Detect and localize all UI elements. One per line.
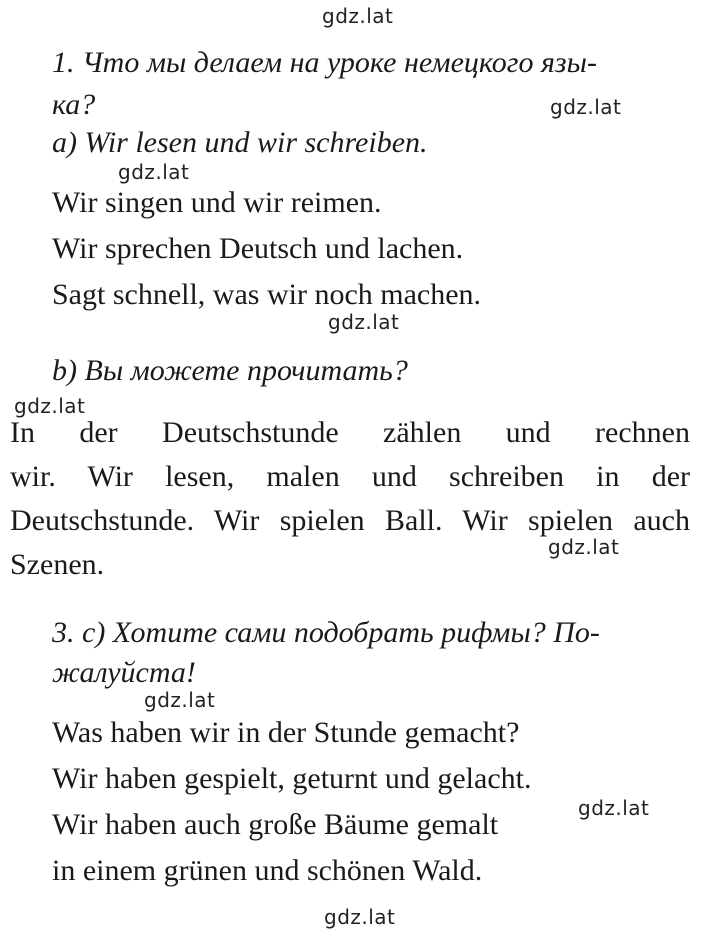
task1-part-a-label: a) Wir lesen und wir schreiben. bbox=[52, 126, 428, 159]
task1-heading-line2: ка? bbox=[52, 88, 96, 121]
paragraph-line: wir. Wir lesen, malen und schreiben in der bbox=[10, 460, 690, 493]
watermark: gdz.lat bbox=[548, 535, 620, 559]
poem-line: Wir singen und wir reimen. bbox=[52, 186, 382, 219]
poem-line: Wir sprechen Deutsch und lachen. bbox=[52, 232, 464, 265]
task3-heading-line1: 3. c) Хотите сами подобрать рифмы? По- bbox=[52, 616, 600, 649]
watermark: gdz.lat bbox=[322, 4, 394, 28]
rhyme-line: in einem grünen und schönen Wald. bbox=[52, 854, 483, 887]
rhyme-line: Was haben wir in der Stunde gemacht? bbox=[52, 716, 520, 749]
watermark: gdz.lat bbox=[328, 310, 400, 334]
rhyme-line: Wir haben gespielt, geturnt und gelacht. bbox=[52, 762, 532, 795]
watermark: gdz.lat bbox=[578, 796, 650, 820]
poem-line: Sagt schnell, was wir noch machen. bbox=[52, 278, 482, 311]
paragraph-line: Deutschstunde. Wir spielen Ball. Wir spielen auch bbox=[10, 504, 690, 537]
task3-heading-line2: жалуйста! bbox=[52, 656, 196, 689]
watermark: gdz.lat bbox=[144, 688, 216, 712]
paragraph-line: In der Deutschstunde zählen und rechnen bbox=[10, 416, 690, 449]
paragraph-line: Szenen. bbox=[10, 548, 105, 581]
task1-heading-line1: 1. Что мы делаем на уроке немецкого язы- bbox=[52, 46, 597, 79]
watermark: gdz.lat bbox=[118, 160, 190, 184]
watermark: gdz.lat bbox=[14, 394, 86, 418]
rhyme-line: Wir haben auch große Bäume gemalt bbox=[52, 808, 499, 841]
watermark: gdz.lat bbox=[324, 905, 396, 929]
watermark: gdz.lat bbox=[550, 95, 622, 119]
task1-part-b-label: b) Вы можете прочитать? bbox=[52, 354, 408, 387]
